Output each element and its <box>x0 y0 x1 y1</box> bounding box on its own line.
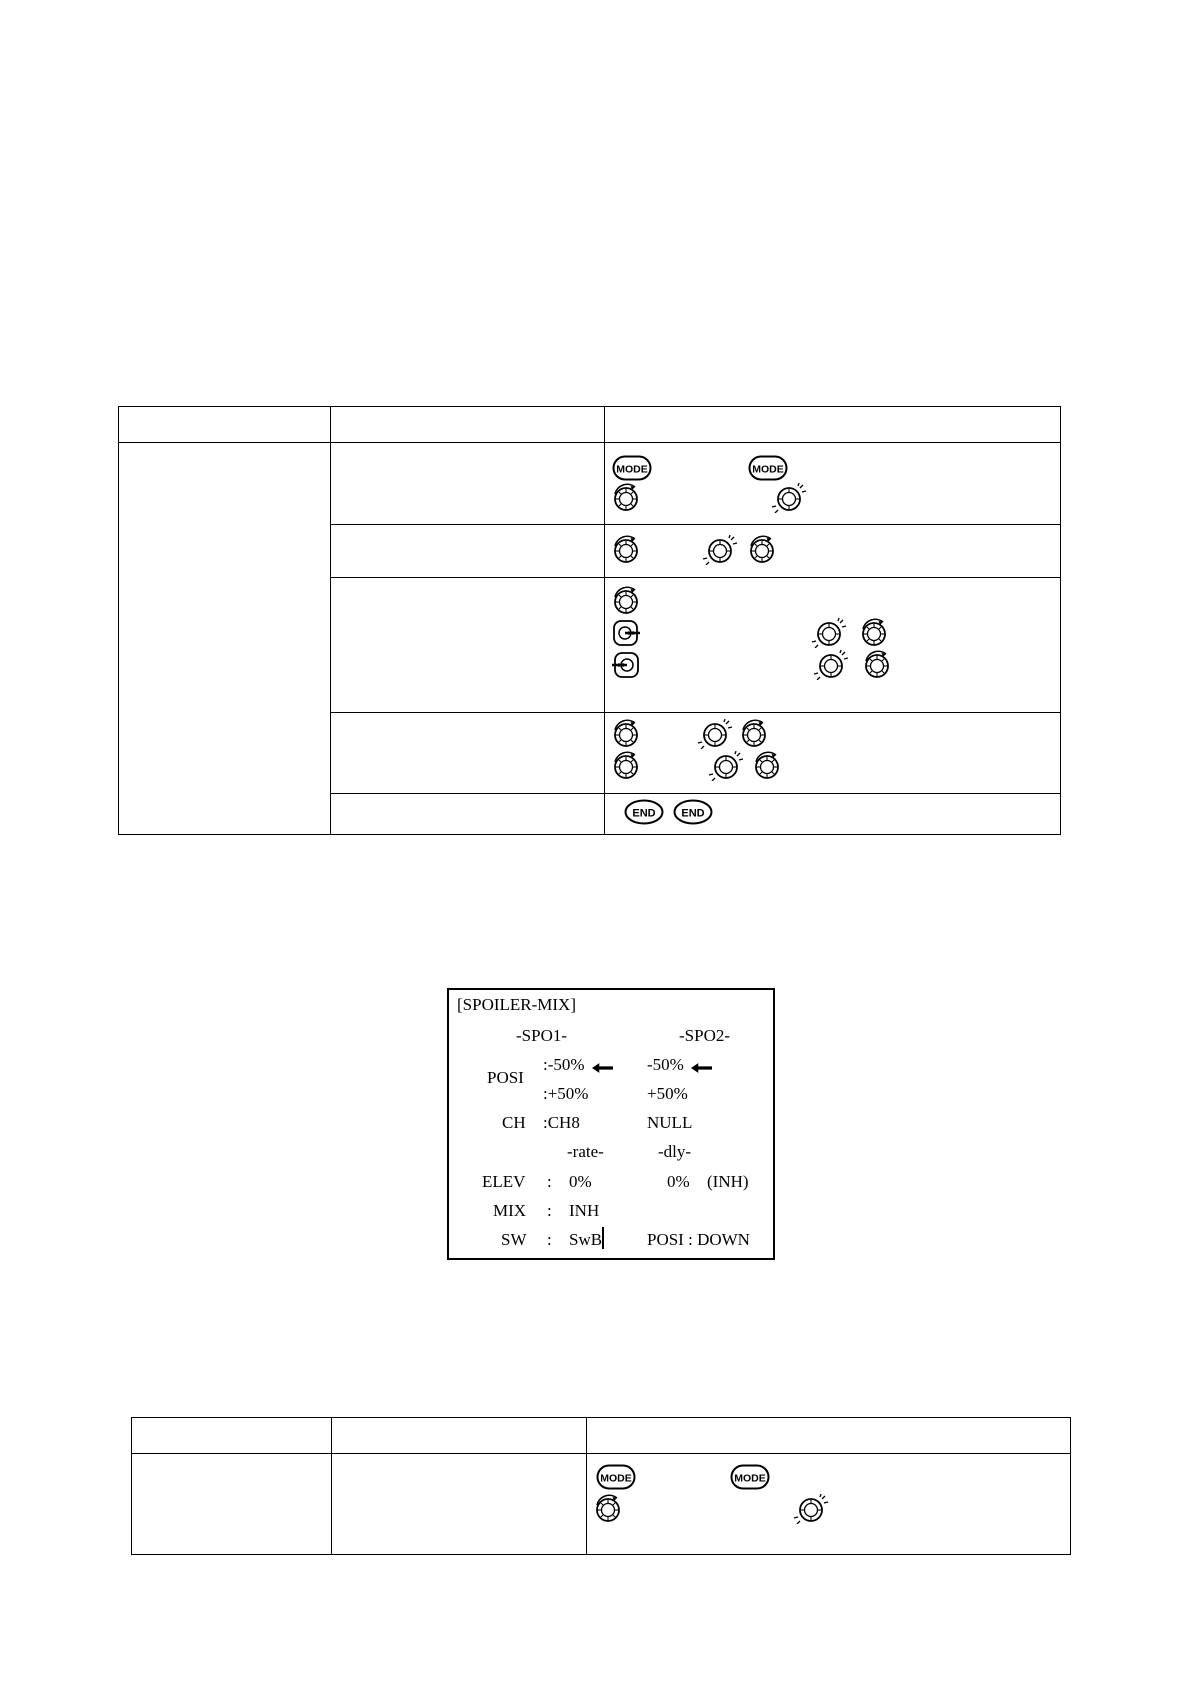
posi-label: POSI <box>487 1068 524 1087</box>
mix-label: MIX <box>493 1201 527 1220</box>
step-description-cell <box>331 794 605 835</box>
dial-press-icon <box>813 650 849 680</box>
function-name-cell <box>132 1454 332 1555</box>
ch-spo1[interactable]: :CH8 <box>543 1113 580 1132</box>
elev-rate[interactable]: 0% <box>569 1172 592 1191</box>
header-cell-operation <box>587 1418 1071 1454</box>
procedure-table-1 <box>118 406 1061 835</box>
table-header-row <box>119 407 1061 443</box>
spo1-heading: -SPO1- <box>516 1026 568 1045</box>
elev-colon: : <box>547 1172 552 1191</box>
dial-turn-icon <box>611 719 641 749</box>
dial-turn-icon <box>859 618 889 648</box>
posi-down-spo1[interactable]: :+50% <box>543 1084 589 1103</box>
elev-dly[interactable]: 0% <box>667 1172 690 1191</box>
function-name-cell <box>119 443 331 835</box>
operation-cell <box>587 1454 1071 1555</box>
procedure-table-2 <box>131 1417 1071 1555</box>
arrow-left-icon <box>691 1059 712 1076</box>
header-cell-function <box>132 1418 332 1454</box>
sw-colon: : <box>547 1230 552 1249</box>
arrow-left-icon <box>592 1059 613 1076</box>
table-header-row <box>132 1418 1071 1454</box>
sw-value[interactable]: SwB <box>569 1230 603 1249</box>
dial-turn-icon <box>752 751 782 781</box>
step-description-cell <box>331 443 605 525</box>
step-description-cell <box>331 713 605 794</box>
ch-spo2[interactable]: NULL <box>647 1113 693 1132</box>
header-cell-step <box>331 407 605 443</box>
operation-cell <box>605 794 1061 835</box>
mix-colon: : <box>547 1201 552 1220</box>
rate-heading: -rate- <box>567 1142 604 1161</box>
header-cell-operation <box>605 407 1061 443</box>
operation-cell <box>605 578 1061 713</box>
dial-press-icon <box>811 618 847 648</box>
dly-heading: -dly- <box>658 1142 692 1161</box>
step-description-cell <box>331 525 605 578</box>
mix-value[interactable]: INH <box>569 1201 600 1220</box>
stick-left-icon <box>611 650 641 680</box>
lcd-screen <box>447 988 775 1260</box>
end-key-icon <box>624 799 664 825</box>
elev-inh[interactable]: (INH) <box>707 1172 749 1191</box>
dial-turn-icon <box>611 751 641 781</box>
dial-press-icon <box>708 751 744 781</box>
mode-key-icon <box>748 455 788 481</box>
operation-cell <box>605 713 1061 794</box>
dial-press-icon <box>793 1494 829 1524</box>
dial-turn-icon <box>611 535 641 565</box>
mode-key-icon <box>596 1464 636 1490</box>
dial-turn-icon <box>739 719 769 749</box>
text-cursor <box>602 1227 604 1249</box>
dial-turn-icon <box>593 1494 623 1524</box>
dial-turn-icon <box>862 650 892 680</box>
posi-down-spo2[interactable]: +50% <box>647 1084 688 1103</box>
dial-press-icon <box>697 719 733 749</box>
header-cell-function <box>119 407 331 443</box>
header-cell-step <box>332 1418 587 1454</box>
step-description-cell <box>331 578 605 713</box>
sw-label: SW <box>501 1230 527 1249</box>
end-key-icon <box>673 799 713 825</box>
table-row <box>132 1454 1071 1555</box>
posi-up-spo2[interactable]: -50% <box>647 1055 684 1074</box>
dial-turn-icon <box>611 586 641 616</box>
mode-key-icon <box>612 455 652 481</box>
table-row <box>119 443 1061 525</box>
sw-posi[interactable]: POSI : DOWN <box>647 1230 750 1249</box>
operation-cell <box>605 525 1061 578</box>
spo2-heading: -SPO2- <box>679 1026 731 1045</box>
screen-title: [SPOILER-MIX] <box>457 995 576 1014</box>
dial-turn-icon <box>747 535 777 565</box>
step-description-cell <box>332 1454 587 1555</box>
dial-press-icon <box>702 535 738 565</box>
mode-key-icon <box>730 1464 770 1490</box>
dial-press-icon <box>771 483 807 513</box>
posi-up-spo1[interactable]: :-50% <box>543 1055 585 1074</box>
elev-label: ELEV <box>482 1172 526 1191</box>
dial-turn-icon <box>611 483 641 513</box>
ch-label: CH <box>502 1113 526 1132</box>
stick-right-icon <box>611 618 641 648</box>
operation-cell <box>605 443 1061 525</box>
